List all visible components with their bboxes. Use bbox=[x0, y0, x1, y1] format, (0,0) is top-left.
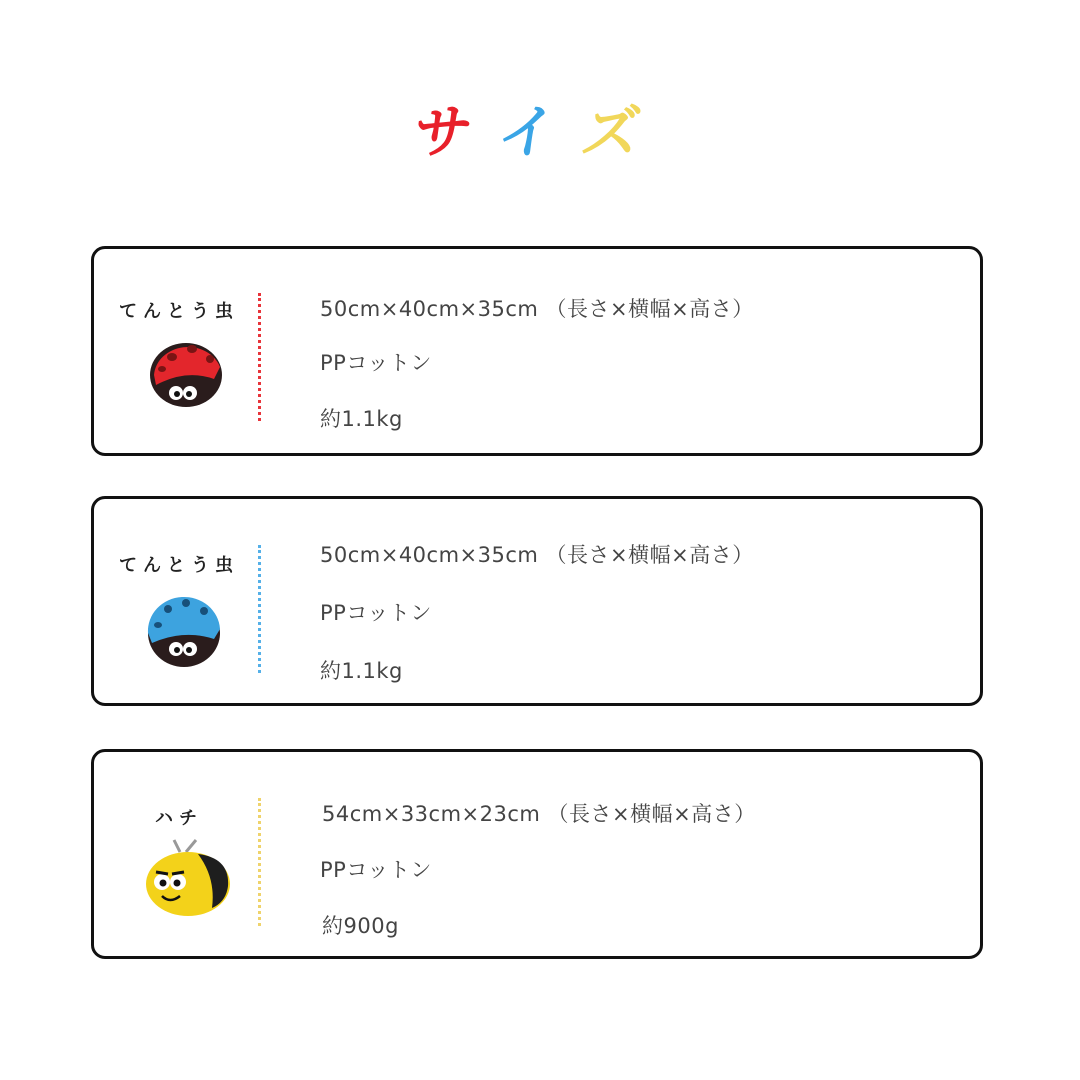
title-char-zu: ズ bbox=[577, 98, 671, 166]
product-name: ハチ bbox=[155, 808, 203, 829]
weight-text: 約900g bbox=[322, 914, 399, 938]
title-char-sa: サ bbox=[409, 98, 503, 166]
red-ladybug-plush-image bbox=[142, 335, 232, 415]
product-name: てんとう虫 bbox=[119, 555, 239, 576]
material-text: PPコットン bbox=[320, 351, 432, 375]
material-text: PPコットン bbox=[320, 601, 432, 625]
title-char-i: イ bbox=[493, 98, 587, 166]
weight-text: 約1.1kg bbox=[320, 659, 403, 683]
dotted-divider bbox=[258, 545, 261, 673]
size-text: 50cm×40cm×35cm （長さ×横幅×高さ） bbox=[320, 297, 754, 321]
dotted-divider bbox=[258, 798, 261, 926]
dotted-divider bbox=[258, 293, 261, 421]
bee-plush-image bbox=[136, 834, 236, 924]
size-text: 54cm×33cm×23cm （長さ×横幅×高さ） bbox=[322, 802, 756, 826]
blue-ladybug-plush-image bbox=[140, 589, 230, 673]
material-text: PPコットン bbox=[320, 858, 432, 882]
size-text: 50cm×40cm×35cm （長さ×横幅×高さ） bbox=[320, 543, 754, 567]
size-card-red-ladybug bbox=[91, 246, 983, 456]
size-card-blue-ladybug bbox=[91, 496, 983, 706]
weight-text: 約1.1kg bbox=[320, 407, 403, 431]
page-title bbox=[0, 92, 1080, 172]
product-name: てんとう虫 bbox=[119, 301, 239, 322]
size-card-bee bbox=[91, 749, 983, 959]
